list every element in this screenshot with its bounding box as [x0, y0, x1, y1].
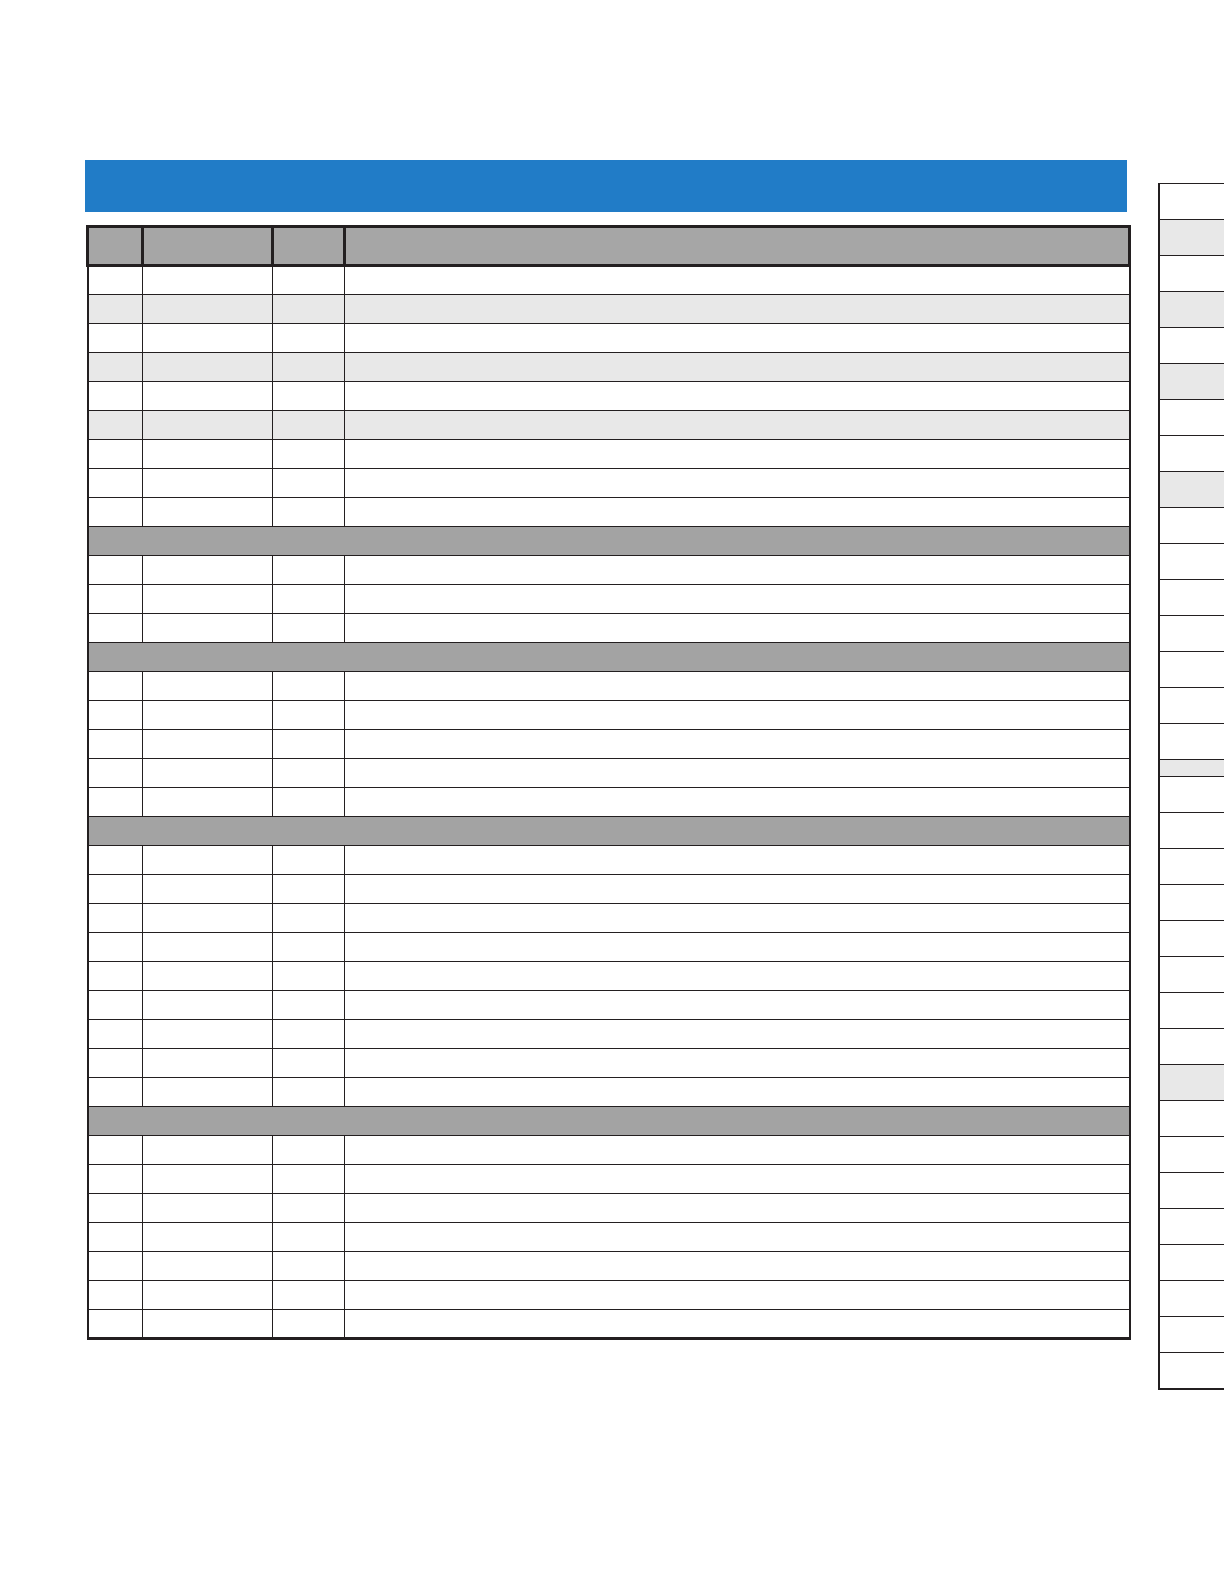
section-row — [88, 817, 1130, 846]
table-cell — [273, 556, 345, 585]
header-cell-2 — [143, 227, 273, 266]
side-panel-row — [1159, 256, 1224, 292]
side-panel-row — [1159, 652, 1224, 688]
table-cell — [88, 1049, 143, 1078]
side-panel-cell — [1159, 1065, 1224, 1101]
table-row — [88, 730, 1130, 759]
side-panel-cell — [1159, 1101, 1224, 1137]
table-cell — [345, 411, 1130, 440]
side-panel-cell — [1159, 292, 1224, 328]
table-cell — [273, 1223, 345, 1252]
table-row — [88, 1020, 1130, 1049]
table-cell — [273, 1310, 345, 1339]
table-cell — [88, 1020, 143, 1049]
table-cell — [273, 875, 345, 904]
side-panel-table — [1158, 183, 1224, 1390]
side-panel-cell — [1159, 957, 1224, 993]
table-cell — [143, 1281, 273, 1310]
table-cell — [88, 295, 143, 324]
table-row — [88, 1049, 1130, 1078]
table-cell — [143, 1020, 273, 1049]
side-panel-row — [1159, 760, 1224, 777]
table-cell — [273, 440, 345, 469]
table-cell — [345, 1310, 1130, 1339]
side-panel-cell — [1159, 580, 1224, 616]
table-cell — [345, 1223, 1130, 1252]
table-cell — [88, 411, 143, 440]
table-cell — [273, 266, 345, 295]
header-cell-3 — [273, 227, 345, 266]
side-panel-cell — [1159, 328, 1224, 364]
table-cell — [88, 701, 143, 730]
table-cell — [88, 585, 143, 614]
table-cell — [345, 730, 1130, 759]
table-cell — [88, 1136, 143, 1165]
table-row — [88, 614, 1130, 643]
table-row — [88, 324, 1130, 353]
section-row — [88, 1107, 1130, 1136]
table-cell — [273, 1136, 345, 1165]
side-panel-cell — [1159, 1137, 1224, 1173]
table-cell — [143, 933, 273, 962]
side-panel-cell — [1159, 724, 1224, 760]
table-cell — [143, 759, 273, 788]
side-panel-cell — [1159, 364, 1224, 400]
table-cell — [143, 1049, 273, 1078]
side-panel-cell — [1159, 777, 1224, 813]
table-cell — [88, 1252, 143, 1281]
table-cell — [143, 266, 273, 295]
table-cell — [273, 1252, 345, 1281]
table-row — [88, 585, 1130, 614]
side-panel-row — [1159, 885, 1224, 921]
table-cell — [143, 295, 273, 324]
table-cell — [273, 962, 345, 991]
title-banner — [85, 160, 1127, 212]
table-cell — [143, 469, 273, 498]
side-panel-row — [1159, 292, 1224, 328]
table-row — [88, 904, 1130, 933]
table-cell — [273, 759, 345, 788]
table-cell — [88, 556, 143, 585]
table-cell — [345, 324, 1130, 353]
table-cell — [345, 759, 1130, 788]
table-cell — [88, 382, 143, 411]
side-panel-cell — [1159, 1209, 1224, 1245]
side-panel-cell — [1159, 1317, 1224, 1353]
table-cell — [345, 1165, 1130, 1194]
side-panel-row — [1159, 184, 1224, 220]
table-cell — [273, 1049, 345, 1078]
section-row — [88, 643, 1130, 672]
table-row — [88, 266, 1130, 295]
side-panel-cell — [1159, 184, 1224, 220]
table-row — [88, 672, 1130, 701]
table-row — [88, 1194, 1130, 1223]
side-panel-cell — [1159, 616, 1224, 652]
side-panel-row — [1159, 777, 1224, 813]
table-cell — [345, 556, 1130, 585]
table-cell — [345, 469, 1130, 498]
side-panel-row — [1159, 1281, 1224, 1317]
table-cell — [345, 353, 1130, 382]
table-row — [88, 498, 1130, 527]
side-panel-row — [1159, 364, 1224, 400]
table-cell — [345, 1136, 1130, 1165]
side-panel-row — [1159, 993, 1224, 1029]
side-panel-row — [1159, 1209, 1224, 1245]
table-cell — [273, 788, 345, 817]
table-cell — [273, 701, 345, 730]
table-cell — [345, 672, 1130, 701]
side-panel-cell — [1159, 256, 1224, 292]
table-cell — [273, 1165, 345, 1194]
table-row — [88, 382, 1130, 411]
table-cell — [143, 353, 273, 382]
table-cell — [143, 701, 273, 730]
side-panel-row — [1159, 580, 1224, 616]
table-cell — [88, 1310, 143, 1339]
table-cell — [143, 1194, 273, 1223]
table-row — [88, 1078, 1130, 1107]
main-table — [86, 225, 1131, 1340]
table-body — [88, 266, 1130, 1339]
table-cell — [88, 353, 143, 382]
table-cell — [345, 1020, 1130, 1049]
table-cell — [143, 498, 273, 527]
side-panel-cell — [1159, 508, 1224, 544]
section-label — [88, 643, 1130, 672]
table-row — [88, 1310, 1130, 1339]
side-panel-row — [1159, 688, 1224, 724]
table-cell — [88, 962, 143, 991]
side-panel-row — [1159, 436, 1224, 472]
table-cell — [143, 1165, 273, 1194]
table-cell — [88, 788, 143, 817]
side-panel-row — [1159, 921, 1224, 957]
table-cell — [143, 1310, 273, 1339]
table-row — [88, 295, 1130, 324]
table-row — [88, 991, 1130, 1020]
table-row — [88, 556, 1130, 585]
table-cell — [345, 1078, 1130, 1107]
table-cell — [143, 672, 273, 701]
table-cell — [88, 672, 143, 701]
table-cell — [88, 324, 143, 353]
side-panel-row — [1159, 957, 1224, 993]
side-panel-cell — [1159, 813, 1224, 849]
table-cell — [273, 904, 345, 933]
table-cell — [143, 382, 273, 411]
section-label — [88, 817, 1130, 846]
table-cell — [345, 295, 1130, 324]
side-panel-row — [1159, 472, 1224, 508]
header-row — [88, 227, 1130, 266]
table-cell — [273, 1020, 345, 1049]
table-cell — [273, 933, 345, 962]
table-row — [88, 933, 1130, 962]
table-cell — [345, 933, 1130, 962]
table-cell — [143, 324, 273, 353]
table-cell — [273, 614, 345, 643]
side-panel-cell — [1159, 1281, 1224, 1317]
table-cell — [143, 788, 273, 817]
table-cell — [273, 991, 345, 1020]
side-panel-row — [1159, 616, 1224, 652]
table-row — [88, 1136, 1130, 1165]
table-cell — [88, 759, 143, 788]
table-cell — [273, 1194, 345, 1223]
table-cell — [143, 1136, 273, 1165]
table-cell — [273, 353, 345, 382]
table-row — [88, 701, 1130, 730]
table-row — [88, 875, 1130, 904]
table-row — [88, 1165, 1130, 1194]
table-cell — [88, 469, 143, 498]
table-cell — [143, 730, 273, 759]
table-cell — [143, 991, 273, 1020]
table-cell — [143, 962, 273, 991]
table-cell — [345, 266, 1130, 295]
table-cell — [345, 585, 1130, 614]
table-cell — [143, 1223, 273, 1252]
side-panel-row — [1159, 1353, 1224, 1390]
table-cell — [88, 730, 143, 759]
header-cell-1 — [88, 227, 143, 266]
section-label — [88, 1107, 1130, 1136]
table-cell — [88, 614, 143, 643]
table-cell — [88, 904, 143, 933]
table-cell — [143, 846, 273, 875]
table-cell — [345, 962, 1130, 991]
table-row — [88, 411, 1130, 440]
table-cell — [345, 614, 1130, 643]
table-cell — [143, 1078, 273, 1107]
table-cell — [88, 875, 143, 904]
side-panel-body — [1159, 184, 1224, 1390]
side-panel-cell — [1159, 688, 1224, 724]
table-cell — [273, 730, 345, 759]
table-cell — [143, 556, 273, 585]
side-panel-cell — [1159, 885, 1224, 921]
table-cell — [345, 440, 1130, 469]
table-cell — [345, 846, 1130, 875]
side-panel-cell — [1159, 472, 1224, 508]
side-panel-row — [1159, 400, 1224, 436]
table-cell — [345, 1252, 1130, 1281]
table-row — [88, 788, 1130, 817]
table-cell — [88, 498, 143, 527]
side-panel-cell — [1159, 849, 1224, 885]
section-row — [88, 527, 1130, 556]
table-cell — [88, 1223, 143, 1252]
side-panel-cell — [1159, 760, 1224, 777]
side-panel-row — [1159, 1317, 1224, 1353]
side-panel-row — [1159, 508, 1224, 544]
table-row — [88, 440, 1130, 469]
side-panel-row — [1159, 813, 1224, 849]
table-cell — [88, 1194, 143, 1223]
side-panel-cell — [1159, 220, 1224, 256]
side-panel-row — [1159, 1173, 1224, 1209]
table-cell — [345, 1049, 1130, 1078]
table-cell — [88, 846, 143, 875]
side-panel-cell — [1159, 436, 1224, 472]
side-panel-cell — [1159, 1245, 1224, 1281]
table-cell — [345, 701, 1130, 730]
side-panel-row — [1159, 1245, 1224, 1281]
table-cell — [88, 440, 143, 469]
table-cell — [88, 1078, 143, 1107]
table-cell — [273, 382, 345, 411]
side-panel-row — [1159, 724, 1224, 760]
section-label — [88, 527, 1130, 556]
side-panel-row — [1159, 1101, 1224, 1137]
table-row — [88, 1223, 1130, 1252]
side-panel-cell — [1159, 1173, 1224, 1209]
table-row — [88, 846, 1130, 875]
side-panel-row — [1159, 1137, 1224, 1173]
table-cell — [273, 672, 345, 701]
table-row — [88, 469, 1130, 498]
table-cell — [345, 904, 1130, 933]
side-panel-row — [1159, 544, 1224, 580]
side-panel-row — [1159, 220, 1224, 256]
table-cell — [143, 614, 273, 643]
table-cell — [143, 1252, 273, 1281]
table-cell — [143, 440, 273, 469]
table-cell — [345, 875, 1130, 904]
side-panel-row — [1159, 328, 1224, 364]
side-panel-cell — [1159, 652, 1224, 688]
side-panel-cell — [1159, 921, 1224, 957]
table-cell — [345, 788, 1130, 817]
side-panel-cell — [1159, 1029, 1224, 1065]
table-cell — [273, 324, 345, 353]
header-cell-4 — [345, 227, 1130, 266]
table-row — [88, 759, 1130, 788]
table-cell — [88, 933, 143, 962]
table-cell — [88, 266, 143, 295]
table-cell — [273, 846, 345, 875]
table-row — [88, 1252, 1130, 1281]
table-row — [88, 353, 1130, 382]
side-panel-cell — [1159, 544, 1224, 580]
table-cell — [88, 991, 143, 1020]
side-panel-cell — [1159, 400, 1224, 436]
table-cell — [143, 585, 273, 614]
table-cell — [345, 498, 1130, 527]
table-cell — [273, 295, 345, 324]
side-panel-row — [1159, 849, 1224, 885]
table-cell — [345, 382, 1130, 411]
table-cell — [273, 498, 345, 527]
table-cell — [273, 585, 345, 614]
side-panel-row — [1159, 1065, 1224, 1101]
side-panel-cell — [1159, 993, 1224, 1029]
table-row — [88, 962, 1130, 991]
table-cell — [143, 411, 273, 440]
table-cell — [345, 1281, 1130, 1310]
table-cell — [273, 1078, 345, 1107]
table-cell — [273, 411, 345, 440]
table-cell — [88, 1281, 143, 1310]
side-panel-row — [1159, 1029, 1224, 1065]
table-row — [88, 1281, 1130, 1310]
table-cell — [345, 1194, 1130, 1223]
table-cell — [143, 875, 273, 904]
table-cell — [88, 1165, 143, 1194]
table-cell — [273, 1281, 345, 1310]
side-panel-cell — [1159, 1353, 1224, 1390]
table-cell — [273, 469, 345, 498]
table-cell — [345, 991, 1130, 1020]
table-cell — [143, 904, 273, 933]
